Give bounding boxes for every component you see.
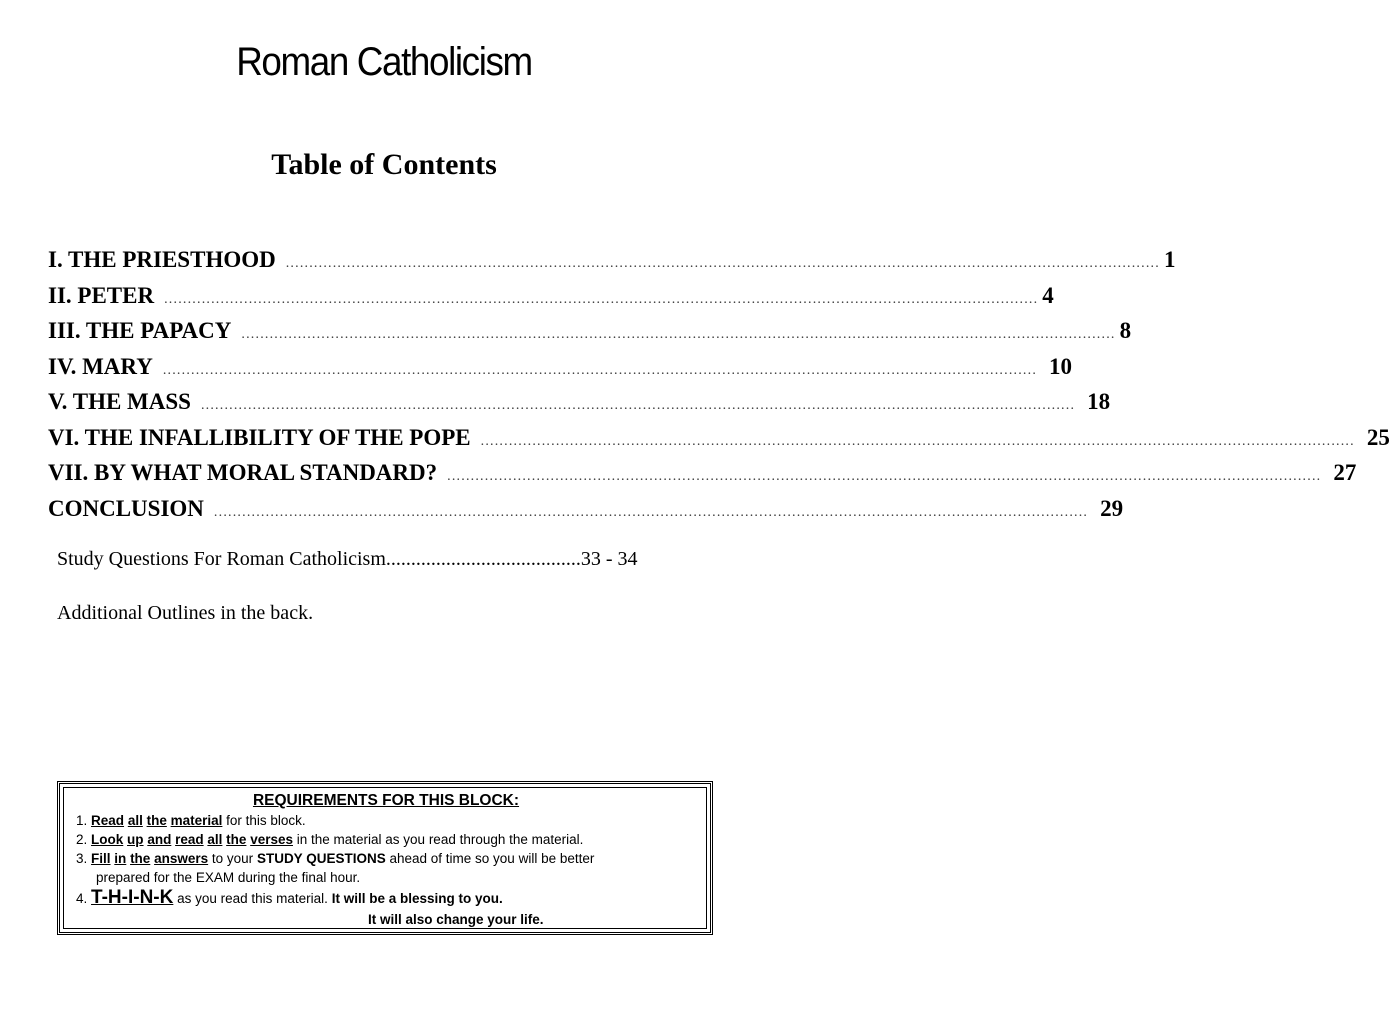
item-number: 2. [76, 832, 88, 847]
item-number: 3. [76, 851, 88, 866]
toc-item-page: 1 [1163, 247, 1176, 272]
document-title: Roman Catholicism [236, 40, 532, 84]
requirements-box-inner [63, 787, 707, 929]
toc-leader-dots: .......................................................................................................................................................................................... [241, 327, 1116, 342]
requirement-item-3-continuation: prepared for the EXAM during the final hour. [96, 870, 361, 885]
emphasis-word: verses [250, 832, 293, 847]
requirements-box [57, 781, 713, 935]
toc-item-page: 8 [1119, 318, 1132, 343]
emphasis-word: read [175, 832, 204, 847]
additional-outlines-note: Additional Outlines in the back. [57, 602, 314, 624]
emphasis-word: the [226, 832, 247, 847]
toc-item-mass [48, 384, 1111, 420]
study-questions-line: Study Questions For Roman Catholicism.......................................33 - 34 [57, 548, 638, 570]
toc-heading: Table of Contents [271, 148, 497, 181]
toc-item-label: IV. MARY [48, 353, 153, 379]
emphasis-word: in [114, 851, 127, 866]
toc-item-peter [48, 278, 1054, 314]
toc-leader-dots: .......................................................................................................................................................................................... [162, 362, 1038, 378]
emphasis-word: all [207, 832, 223, 847]
toc-item-conclusion [48, 491, 1124, 527]
emphasis-word: and [147, 832, 172, 847]
item-text: to your [211, 851, 254, 866]
think-emphasis: T-H-I-N-K [91, 887, 174, 908]
toc-leader-dots: .......................................................................................................................................................................................... [447, 469, 1322, 484]
item-text: as you read this material. [177, 891, 328, 906]
toc-item-label: II. PETER [48, 282, 155, 308]
toc-item-moral-standard [48, 455, 1357, 491]
emphasis-word: Look [91, 832, 124, 847]
emphasis-word: Read [91, 813, 125, 828]
emphasis-word: the [130, 851, 151, 866]
toc-item-label: V. THE MASS [48, 389, 191, 414]
item-text: in the material as you read through the material. [296, 832, 584, 847]
emphasis-word: up [127, 832, 144, 847]
emphasis-word: answers [154, 851, 209, 866]
toc-item-label: VI. THE INFALLIBILITY OF THE POPE [48, 424, 471, 450]
emphasis-word: all [127, 813, 143, 828]
toc-item-page: 18 [1087, 389, 1111, 414]
toc-leader-dots: .......................................................................................................................................................................................... [285, 256, 1160, 271]
toc-item-page: 10 [1049, 353, 1073, 379]
toc-item-page: 25 [1366, 424, 1390, 450]
toc-item-infallibility [48, 420, 1390, 456]
emphasis-word: material [170, 813, 223, 828]
toc-item-papacy [48, 313, 1132, 349]
bold-phrase: STUDY QUESTIONS [256, 851, 386, 866]
requirement-item-1 [76, 811, 696, 830]
requirement-item-4 [76, 887, 696, 910]
toc-item-page: 27 [1333, 460, 1357, 485]
toc-item-label: I. THE PRIESTHOOD [48, 247, 276, 272]
requirement-item-4-closing: It will also change your life. [368, 912, 544, 927]
requirement-item-3 [76, 849, 696, 868]
item-number: 1. [76, 813, 88, 828]
requirement-item-2 [76, 830, 696, 849]
emphasis-word: the [146, 813, 167, 828]
item-text: ahead of time so you will be better [389, 851, 595, 866]
toc-item-label: VII. BY WHAT MORAL STANDARD? [48, 460, 438, 485]
toc-leader-dots: .......................................................................................................................................................................................... [480, 433, 1355, 449]
item-text: for this block. [226, 813, 306, 828]
toc-item-mary [48, 349, 1073, 385]
toc-leader-dots: .......................................................................................................................................................................................... [213, 504, 1089, 520]
toc-item-label: III. THE PAPACY [48, 318, 232, 343]
table-of-contents [48, 242, 1390, 526]
requirements-title: REQUIREMENTS FOR THIS BLOCK: [252, 792, 520, 809]
toc-leader-dots: .......................................................................................................................................................................................... [200, 398, 1076, 413]
toc-item-priesthood [48, 242, 1176, 278]
bold-phrase: It will be a blessing to you. [331, 891, 503, 906]
emphasis-word: Fill [91, 851, 111, 866]
toc-item-page: 29 [1100, 495, 1124, 521]
toc-leader-dots: .......................................................................................................................................................................................... [164, 291, 1039, 307]
toc-item-page: 4 [1042, 282, 1054, 308]
toc-item-label: CONCLUSION [48, 495, 204, 521]
item-number: 4. [76, 891, 88, 906]
